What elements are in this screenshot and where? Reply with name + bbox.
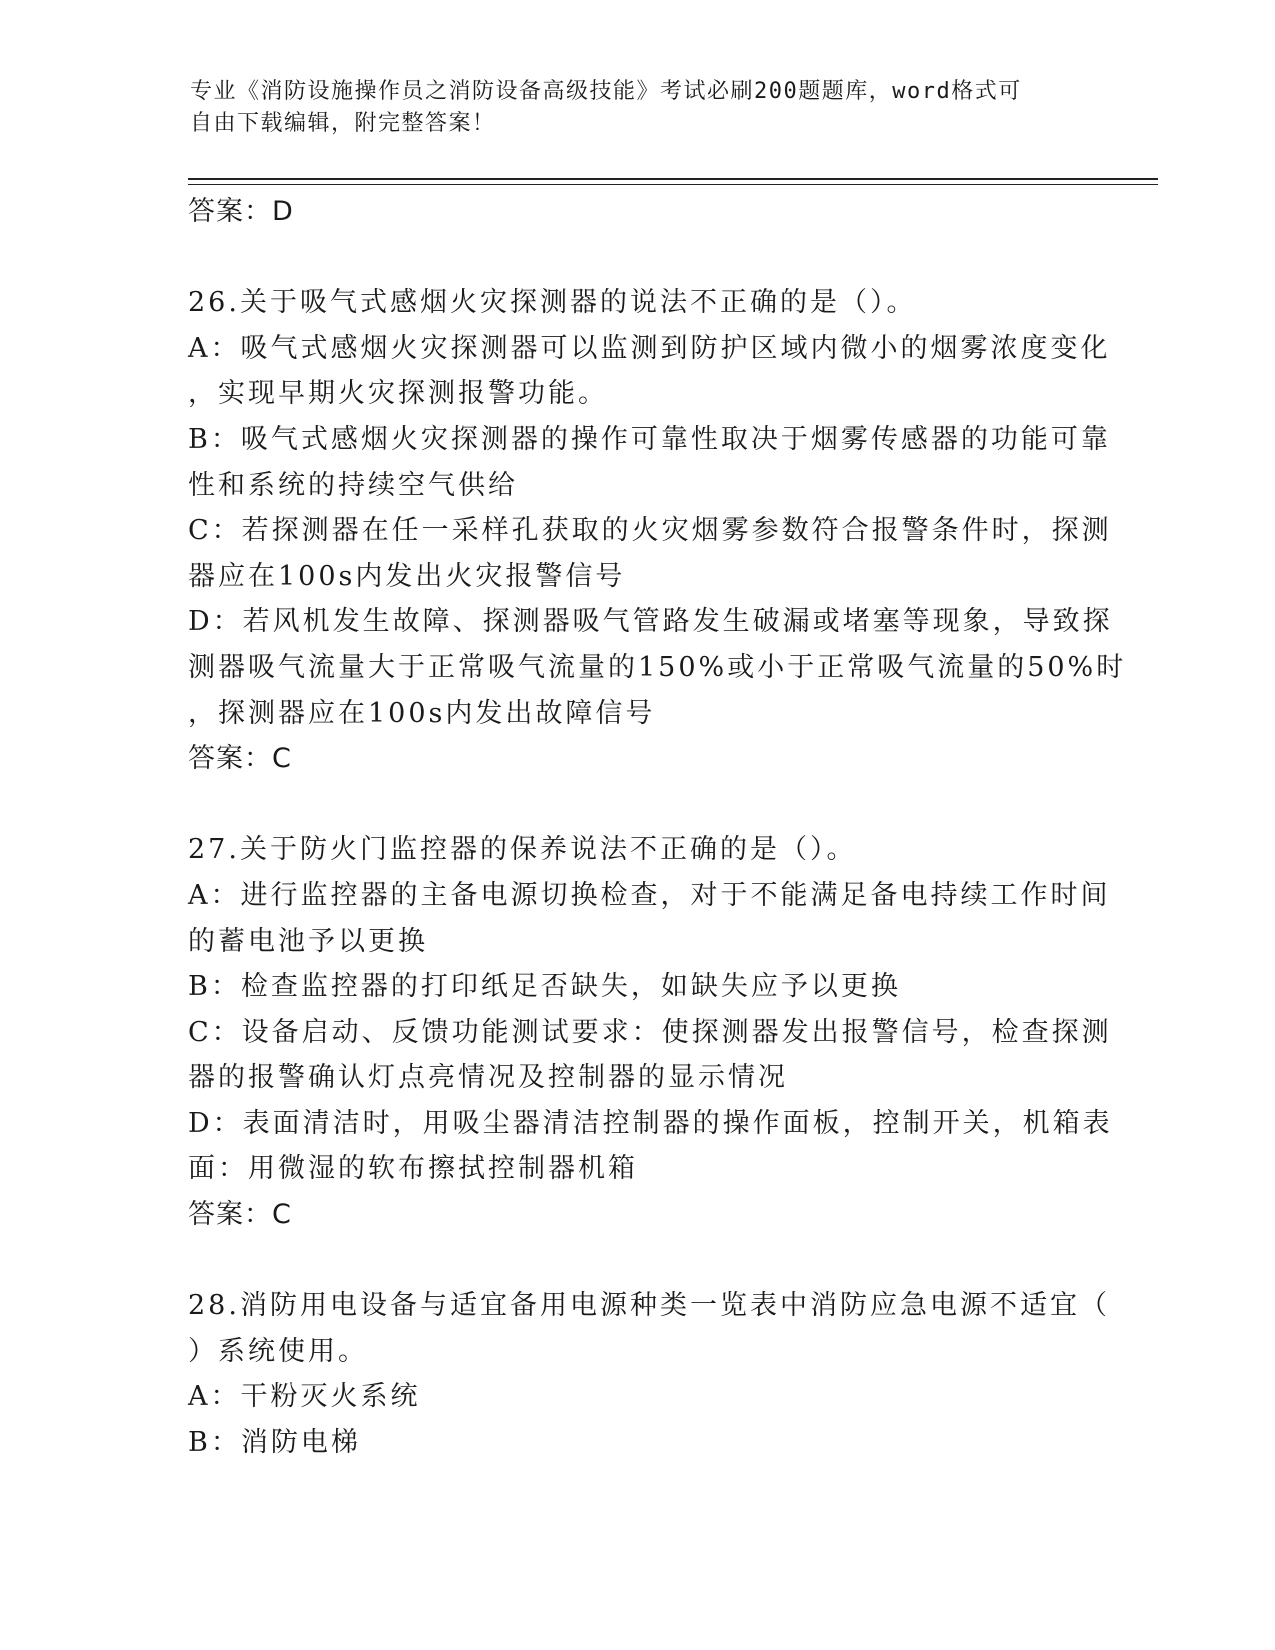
option-d-cont: ，探测器应在100s内发出故障信号 [188,697,656,729]
page-header [190,76,1090,140]
answer-line: 答案：D [188,196,294,227]
option-c: C：设备启动、反馈功能测试要求：使探测器发出报警信号，检查探测 [188,1016,1112,1048]
answer-line: 答案：C [188,743,292,775]
spacer [188,1238,1088,1284]
header-divider-thin [188,184,1158,185]
option-a: A：进行监控器的主备电源切换检查，对于不能满足备电持续工作时间 [188,879,1111,911]
option-a-cont: ，实现早期火灾探测报警功能。 [188,378,608,410]
option-a-cont: 的蓄电池予以更换 [188,925,428,957]
question-stem: 27.关于防火门监控器的保养说法不正确的是（）。 [188,834,857,866]
option-a: A：吸气式感烟火灾探测器可以监测到防护区域内微小的烟雾浓度变化 [188,332,1111,364]
header-line: 自由下载编辑，附完整答案！ [190,111,496,136]
option-c: C：若探测器在任一采样孔获取的火灾烟雾参数符合报警条件时，探测 [188,515,1112,547]
option-b-cont: 性和系统的持续空气供给 [188,469,518,501]
question-stem: 28.消防用电设备与适宜备用电源种类一览表中消防应急电源不适宜（ [188,1290,1110,1322]
option-d: D：若风机发生故障、探测器吸气管路发生破漏或堵塞等现象，导致探 [188,606,1113,638]
question-27 [188,827,1113,1237]
option-d: D：表面清洁时，用吸尘器清洁控制器的操作面板，控制开关，机箱表 [188,1107,1113,1139]
header-divider-thick [188,178,1158,180]
question-stem-cont: ）系统使用。 [188,1335,368,1367]
question-28 [188,1283,1110,1465]
question-26 [188,280,1127,782]
option-d-cont: 面：用微湿的软布擦拭控制器机箱 [188,1153,638,1185]
option-b: B：吸气式感烟火灾探测器的操作可靠性取决于烟雾传感器的功能可靠 [188,423,1111,455]
option-a: A：干粉灭火系统 [188,1381,421,1413]
question-stem: 26.关于吸气式感烟火灾探测器的说法不正确的是（）。 [188,287,917,319]
header-line: 专业《消防设施操作员之消防设备高级技能》考试必刷200题题库，word格式可 [190,79,1022,104]
option-c-cont: 器的报警确认灯点亮情况及控制器的显示情况 [188,1062,788,1094]
option-c-cont: 器应在100s内发出火灾报警信号 [188,560,626,592]
spacer [188,782,1088,828]
answer-line: 答案：C [188,1199,292,1231]
document-body [188,189,1127,1466]
option-b: B：消防电梯 [188,1427,361,1459]
option-b: B：检查监控器的打印纸足否缺失，如缺失应予以更换 [188,971,901,1003]
option-d-cont: 测器吸气流量大于正常吸气流量的150%或小于正常吸气流量的50%时 [188,651,1127,683]
spacer [188,235,1088,281]
